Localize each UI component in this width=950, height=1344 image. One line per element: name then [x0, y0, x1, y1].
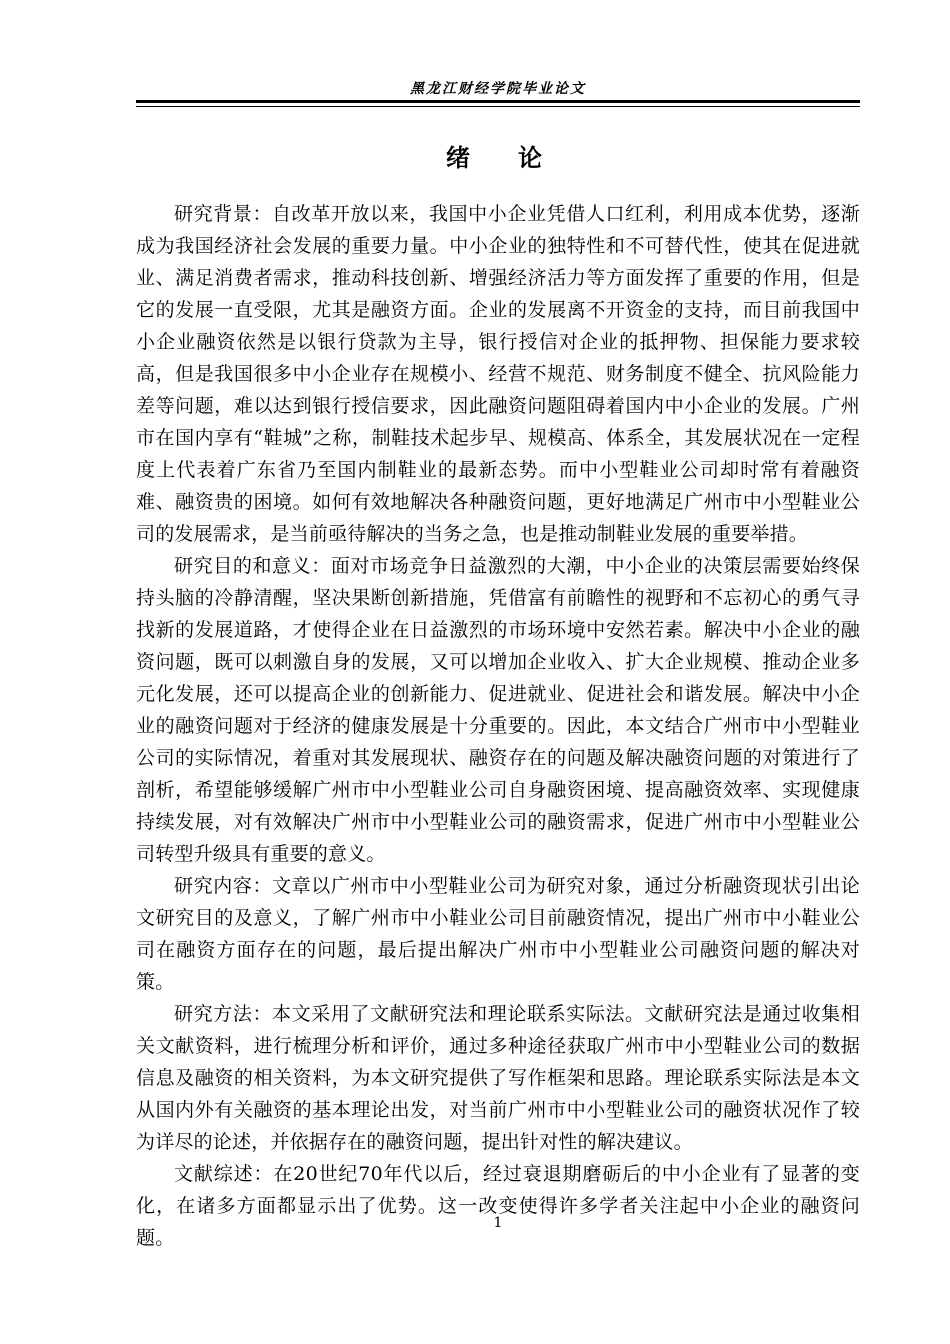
paragraph-method: 研究方法：本文采用了文献研究法和理论联系实际法。文献研究法是通过收集相关文献资料，进行梳理分析和评价，通过多种途径获取广州市中小型鞋业公司的数据信息及融资的相关资料，为本文研究提供了写作框架和思路。理论联系实际法是本文从国内外有关融资的基本理论出发，对当前广州市中小型鞋业公司的融资状况作了较为详尽的论述，并依据存在的融资问题，提出针对性的解决建议。 [136, 1003, 860, 1153]
paragraph-background: 研究背景：自改革开放以来，我国中小企业凭借人口红利，利用成本优势，逐渐成为我国经济社会发展的重要力量。中小企业的独特性和不可替代性，使其在促进就业、满足消费者需求，推动科技创新、增强经济活力等方面发挥了重要的作用，但是它的发展一直受限，尤其是融资方面。企业的发展离不开资金的支持，而目前我国中小企业融资依然是以银行贷款为主导，银行授信对企业的抵押物、担保能力要求较高，但是我国很多中小企业存在规模小、经营不规范、财务制度不健全、抗风险能力差等问题，难以达到银行授信要求，因此融资问题阻碍着国内中小企业的发展。广州市在国内享有“鞋城”之称，制鞋技术起步早、规模高、体系全，其发展状况在一定程度上代表着广东省乃至国内制鞋业的最新态势。而中小型鞋业公司却时常有着融资难、融资贵的困境。如何有效地解决各种融资问题，更好地满足广州市中小型鞋业公司的发展需求，是当前亟待解决的当务之急，也是推动制鞋业发展的重要举措。 [136, 203, 860, 545]
running-header: 黑龙江财经学院毕业论文 [410, 81, 586, 97]
chapter-title [136, 140, 860, 176]
page-number: 1 [493, 1215, 503, 1231]
chapter-title-part2: 论 [518, 143, 550, 172]
header-rule-thick [136, 100, 860, 103]
paragraph-content: 研究内容：文章以广州市中小型鞋业公司为研究对象，通过分析融资现状引出论文研究目的及意义，了解广州市中小鞋业公司目前融资情况，提出广州市中小鞋业公司在融资方面存在的问题，最后提出解决广州市中小型鞋业公司融资问题的解决对策。 [136, 875, 860, 993]
chapter-title-part1: 绪 [446, 143, 478, 172]
body-text [136, 198, 860, 1254]
header-rule-thin [136, 106, 860, 107]
paragraph-purpose: 研究目的和意义：面对市场竞争日益激烈的大潮，中小企业的决策层需要始终保持头脑的冷静清醒，坚决果断创新措施，凭借富有前瞻性的视野和不忘初心的勇气寻找新的发展道路，才使得企业在日益激烈的市场环境中安然若素。解决中小企业的融资问题，既可以刺激自身的发展，又可以增加企业收入、扩大企业规模、推动企业多元化发展，还可以提高企业的创新能力、促进就业、促进社会和谐发展。解决中小企业的融资问题对于经济的健康发展是十分重要的。因此，本文结合广州市中小型鞋业公司的实际情况，着重对其发展现状、融资存在的问题及解决融资问题的对策进行了剖析，希望能够缓解广州市中小型鞋业公司自身融资困境、提高融资效率、实现健康持续发展，对有效解决广州市中小型鞋业公司的融资需求，促进广州市中小型鞋业公司转型升级具有重要的意义。 [136, 555, 860, 865]
paragraph-literature: 文献综述：在20世纪70年代以后，经过衰退期磨砺后的中小企业有了显著的变化，在诸多方面都显示出了优势。这一改变使得许多学者关注起中小企业的融资问题。 [136, 1163, 860, 1249]
